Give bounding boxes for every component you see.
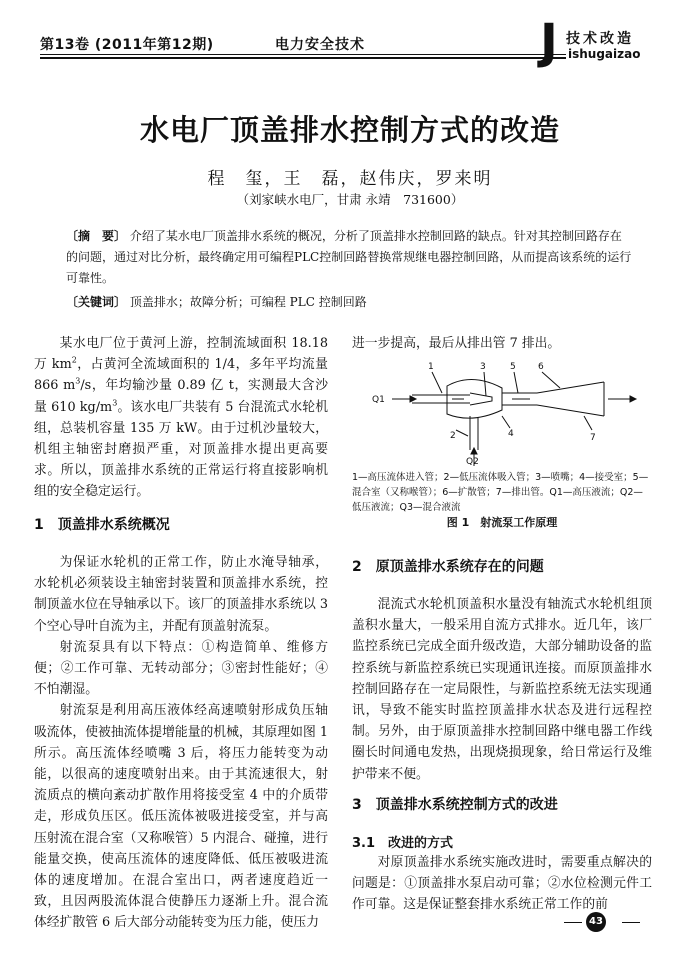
- page-number-rule-right: [622, 922, 640, 923]
- section3-column: [352, 852, 652, 916]
- section2-paragraph: 混流式水轮机顶盖积水量没有轴流式水轮机组顶盖积水量大，一般采用自流方式排水。近几年，该厂监控系统已完成全面升级改造，大部分辅助设备的监控系统与新监控系统已实现通讯连接。而原顶盖排水控制回路存在一定局限性，与新监控系统无法实现通讯，导致不能实时监控顶盖排水状态及进行远程控制。另外，由于原顶盖排水控制回路中继电器工作线圈长时间通电发热，出现烧损现象，给日常运行及维护带来不便。: [352, 597, 652, 782]
- section1-paragraph-3: 射流泵是利用高压液体经高速喷射形成负压轴吸流体，使被抽流体提增能量的机械，其原理如图 1 所示。高压流体经喷嘴 3 后，将压力能转变为动能，以很高的速度喷射出来。由于其流速很大，射流质点的横向紊动扩散作用将接受室 4 中的介质带走，形成负压区。低压流体被吸进接受室，并与高压射流在混合室（又称喉管）5 内混合、碰撞，进行能量交换，使高压流体的速度降低、低压被吸进流体的速度增加。在混合室出口，两者速度趋近一致，且因两股流体混合使静压力逐渐上升。混合流体经扩散管 6 后大部分动能转变为压力能，使压力: [34, 703, 328, 931]
- section1-column: [34, 552, 328, 934]
- brand-pinyin: ishugaizao: [568, 47, 641, 61]
- diagram-label-q1: Q1: [372, 395, 385, 405]
- header-rule: [40, 54, 616, 55]
- paper-affiliation: （刘家峡水电厂，甘肃 永靖 731600）: [236, 192, 464, 207]
- diagram-label-3: 3: [480, 362, 486, 372]
- section1-paragraph-1: 为保证水轮机的正常工作，防止水淹导轴承，水轮机必须装设主轴密封装置和顶盖排水系统，控制顶盖水位在导轴承以下。该厂的顶盖排水系统以 3 个空心导叶自流为主，并配有顶盖射流泵。: [34, 555, 328, 634]
- keywords: [66, 292, 632, 313]
- intro-text-b: ，占黄河全流域面积的 1/4，多年平均流量 866 m: [34, 357, 328, 394]
- intro-text-d: 。该水电厂共装有 5 台混流式水轮机组，总装机容量 135 万 kW。由于过机沙量较大，机组主轴密封磨损严重，对顶盖排水提出更高要求。所以，顶盖排水系统的正常运行将直接影响机组的安全稳定运行。: [34, 399, 329, 500]
- paper-title: 水电厂顶盖排水控制方式的改造: [139, 113, 560, 147]
- diagram-label-5: 5: [510, 362, 516, 372]
- section3-paragraph: 对原顶盖排水系统实施改进时，需要重点解决的问题是：①顶盖排水泵启动可靠；②水位检测元件工作可靠。这是保证整套排水系统正常工作的前: [352, 855, 652, 913]
- continued-paragraph: 进一步提高，最后从排出管 7 排出。: [352, 336, 561, 351]
- diagram-label-6: 6: [538, 362, 544, 372]
- intro-text-c: /s，年均输沙量 0.89 亿 t，实测最大含沙量 610 kg/m: [34, 378, 328, 415]
- section-heading-2: 2 原顶盖排水系统存在的问题: [352, 559, 544, 575]
- diagram-label-4: 4: [508, 429, 514, 439]
- diagram-label-7: 7: [590, 433, 596, 443]
- page-number: 43: [586, 912, 606, 932]
- abstract-text: 介绍了某水电厂顶盖排水系统的概况，分析了顶盖排水控制回路的缺点。针对其控制回路存在的问题，通过对比分析，最终确定用可编程PLC控制回路替换常规继电器控制回路，从而提高该系统的运行可靠性。: [66, 229, 632, 285]
- intro-text-a: 某水电厂位于黄河上游，控制流域面积 18.18 万 km: [34, 336, 328, 373]
- diagram-label-q2: Q2: [466, 457, 479, 467]
- keywords-label: 〔关键词〕: [66, 295, 127, 309]
- keywords-text: 顶盖排水；故障分析；可编程 PLC 控制回路: [129, 295, 367, 309]
- header-journal: 电力安全技术: [275, 37, 365, 53]
- diagram-label-2: 2: [450, 431, 456, 441]
- section-heading-1: 1 顶盖排水系统概况: [34, 517, 170, 533]
- diagram-label-1: 1: [428, 362, 434, 372]
- brand-letter: J: [540, 14, 558, 70]
- subsection-heading-3-1: 3.1 改进的方式: [352, 836, 454, 851]
- header-rule-thick: [40, 57, 616, 59]
- figure-title: 图 1 射流泵工作原理: [446, 516, 558, 529]
- figure-caption: 1—高压流体进入管；2—低压流体吸入管；3—喷嘴；4—接受室；5—混合室（又称喉管）；6—扩散管；7—排出管。Q1—高压液流；Q2—低压液流；Q3—混合液流: [352, 472, 649, 513]
- section-heading-3: 3 顶盖排水系统控制方式的改进: [352, 797, 558, 813]
- intro-column: [34, 333, 328, 503]
- intro-paragraph: [34, 333, 328, 503]
- superscript: 2: [71, 355, 77, 365]
- abstract-label: 〔摘 要〕: [66, 229, 127, 243]
- header-issue: 第13卷 (2011年第12期): [40, 37, 214, 53]
- section1-paragraph-2: 射流泵具有以下特点：①构造简单、维修方便；②工作可靠、无转动部分；③密封性能好；④不怕潮湿。: [34, 639, 328, 698]
- superscript: 3: [112, 398, 118, 408]
- brand-column-name: 技术改造: [566, 31, 634, 47]
- superscript: 3: [75, 377, 81, 387]
- paper-authors: 程 玺，王 磊，赵伟庆，罗来明: [207, 169, 493, 189]
- abstract: [66, 226, 632, 289]
- right-continuation: [352, 333, 652, 354]
- jet-pump-diagram: [352, 358, 652, 468]
- section2-column: [352, 594, 652, 785]
- page-number-rule-left: [564, 922, 582, 923]
